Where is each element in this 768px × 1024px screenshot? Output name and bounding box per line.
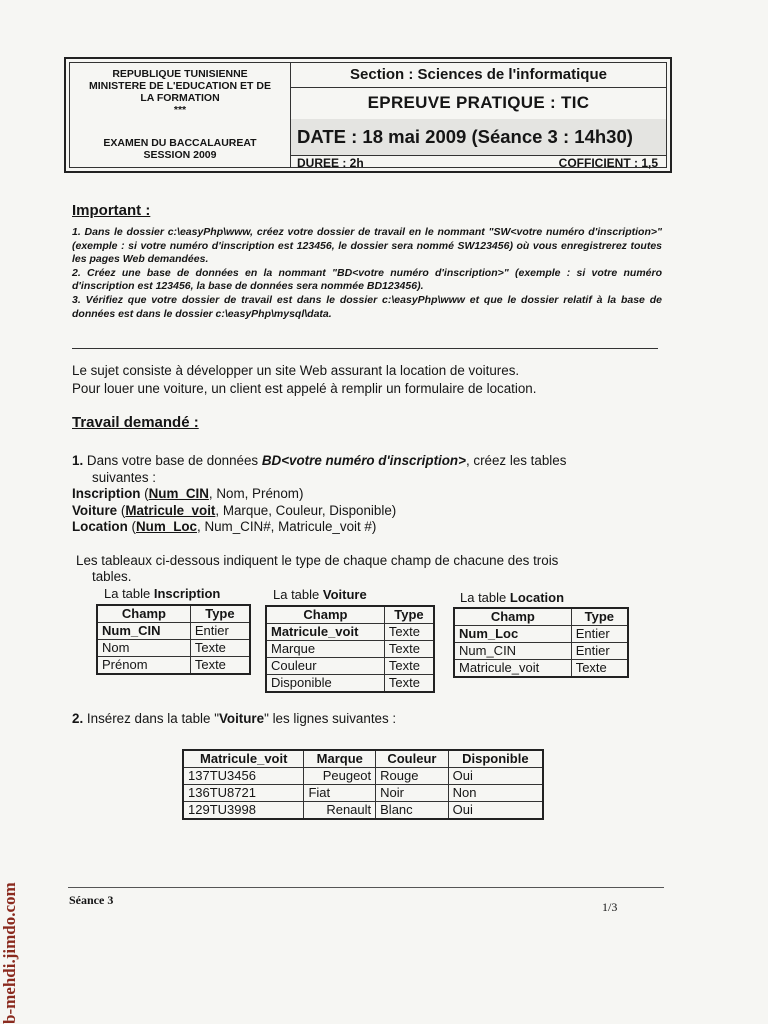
table-row (266, 658, 434, 675)
divider (72, 348, 658, 349)
schema-location: Location (Num_Loc, Num_CIN#, Matricule_voit #) (72, 519, 377, 534)
table-cell: Texte (571, 660, 628, 678)
table-cell: Non (448, 785, 543, 802)
table-caption (273, 587, 367, 602)
primary-key: Num_CIN (148, 486, 209, 501)
site-watermark: b-mehdi.jimdo.com (0, 882, 19, 1024)
page-number: 1/3 (602, 900, 618, 914)
primary-key: Matricule_voit (125, 502, 216, 518)
header-right-panel (291, 63, 666, 170)
intro-text (72, 362, 672, 398)
table-cell: Oui (448, 802, 543, 820)
table-name: Location (72, 519, 128, 534)
voiture-rows-table (182, 749, 544, 820)
column-header: Matricule_voit (183, 750, 304, 768)
table-row (454, 626, 628, 643)
column-header: Type (384, 606, 434, 624)
table-row (97, 623, 250, 640)
table-row (97, 640, 250, 657)
schema-fields: , Nom, Prénom) (208, 486, 304, 501)
table-cell: Couleur (266, 658, 384, 675)
q1-text: , créez les tables (465, 453, 567, 468)
table-cell: Nom (97, 640, 190, 657)
caption-name: Location (509, 590, 565, 605)
table-caption (104, 586, 220, 601)
table-row (183, 785, 543, 802)
schema-fields: , Num_CIN#, Matricule_voit #) (197, 519, 377, 534)
table-cell: Renault (304, 802, 376, 820)
section-label: Section : Sciences de l'informatique (291, 63, 666, 88)
table-row (454, 643, 628, 660)
column-header: Type (571, 608, 628, 626)
duration: DUREE : 2h (297, 156, 364, 170)
travail-heading: Travail demandé : (72, 414, 199, 431)
footer-divider (68, 887, 664, 888)
table-cell: Num_CIN (97, 623, 190, 640)
exam-date: DATE : 18 mai 2009 (Séance 3 : 14h30) (291, 119, 666, 156)
instruction-item: 3. Vérifiez que votre dossier de travail est dans le dossier c:\easyPhp\www et que le dossier relatif à la base de données est dans le dossier c:\easyPhp\mysql\data. (72, 293, 662, 320)
table-cell: Rouge (376, 768, 449, 785)
caption-prefix: La table (104, 586, 154, 601)
exam-line: EXAMEN DU BACCALAUREAT (103, 137, 257, 149)
duration-row (291, 155, 666, 172)
question-2 (72, 711, 396, 726)
table-cell: Entier (190, 623, 250, 640)
q1-db-name: BD<votre numéro d'inscription> (261, 453, 466, 468)
type-table-voiture (265, 605, 435, 693)
important-instructions (72, 226, 662, 321)
table-cell: Entier (571, 643, 628, 660)
caption-name: Inscription (153, 586, 221, 601)
primary-key: Num_Loc (135, 519, 197, 534)
table-name: Inscription (72, 486, 141, 501)
ministry-line: MINISTERE DE L'EDUCATION ET DE (89, 80, 271, 92)
table-cell: Entier (571, 626, 628, 643)
coefficient: COFFICIENT : 1,5 (558, 156, 658, 170)
table-cell: Marque (266, 641, 384, 658)
q1-text: suivantes : (92, 469, 157, 485)
table-header-row (97, 605, 250, 623)
type-table-inscription (96, 604, 251, 675)
table-cell: Texte (190, 640, 250, 657)
ministry-block (70, 68, 290, 116)
column-header: Marque (304, 750, 376, 768)
column-header: Disponible (448, 750, 543, 768)
header-left-panel (70, 63, 291, 167)
types-intro-line: Les tableaux ci-dessous indiquent le type de chaque champ de chacune des trois (76, 553, 559, 568)
table-row (266, 641, 434, 658)
table-cell: Texte (190, 657, 250, 675)
question-1 (72, 453, 672, 536)
table-row (454, 660, 628, 678)
instruction-item: 2. Créez une base de données en la nommant "BD<votre numéro d'inscription>" (exemple : si votre numéro d'inscription est 123456, la base de données sera nommée BD123456). (72, 266, 662, 293)
table-cell: 136TU8721 (183, 785, 304, 802)
table-cell: Num_Loc (454, 626, 571, 643)
table-cell: 137TU3456 (183, 768, 304, 785)
table-row (97, 657, 250, 675)
question-number: 1. (72, 453, 84, 468)
q2-table-name: Voiture (218, 711, 265, 726)
table-cell: Matricule_voit (266, 624, 384, 641)
schema-fields: , Marque, Couleur, Disponible) (215, 502, 397, 518)
table-name: Voiture (72, 502, 118, 518)
schema-voiture: Voiture (Matricule_voit, Marque, Couleur, Disponible) (72, 502, 397, 518)
column-header: Champ (454, 608, 571, 626)
table-cell: Texte (384, 658, 434, 675)
question-number: 2. (72, 711, 84, 726)
table-cell: Texte (384, 641, 434, 658)
schema-inscription: Inscription (Num_CIN, Nom, Prénom) (72, 486, 304, 501)
epreuve-title: EPREUVE PRATIQUE : TIC (291, 87, 666, 120)
exam-block (70, 137, 290, 161)
table-header-row (454, 608, 628, 626)
table-row (183, 768, 543, 785)
table-cell: 129TU3998 (183, 802, 304, 820)
column-header: Type (190, 605, 250, 623)
types-intro (76, 553, 676, 585)
table-cell: Fiat (304, 785, 376, 802)
table-header-row (266, 606, 434, 624)
exam-line: SESSION 2009 (143, 149, 217, 161)
important-heading: Important : (72, 202, 151, 219)
ministry-line: *** (173, 104, 187, 116)
ministry-line: LA FORMATION (140, 92, 220, 104)
table-cell: Num_CIN (454, 643, 571, 660)
table-cell: Prénom (97, 657, 190, 675)
exam-header (64, 57, 672, 173)
table-cell: Blanc (376, 802, 449, 820)
column-header: Champ (97, 605, 190, 623)
q2-text: Insérez dans la table " (86, 711, 219, 726)
types-intro-line: tables. (92, 569, 132, 584)
column-header: Couleur (376, 750, 449, 768)
table-cell: Noir (376, 785, 449, 802)
table-cell: Matricule_voit (454, 660, 571, 678)
table-cell: Oui (448, 768, 543, 785)
type-table-location (453, 607, 629, 678)
table-row (183, 802, 543, 820)
table-header-row (183, 750, 543, 768)
table-row (266, 624, 434, 641)
caption-prefix: La table (273, 587, 323, 602)
caption-name: Voiture (322, 587, 367, 602)
table-caption (460, 590, 564, 605)
table-cell: Texte (384, 624, 434, 641)
q2-text: " les lignes suivantes : (264, 711, 397, 726)
instruction-item: 1. Dans le dossier c:\easyPhp\www, créez votre dossier de travail en le nommant "SW<votre numéro d'inscription>" (exemple : si votre numéro d'inscription est 123456, le dossier sera nommé SW123456) où vous enregistrerez toutes les pages Web demandées. (72, 226, 662, 266)
table-cell: Peugeot (304, 768, 376, 785)
table-row (266, 675, 434, 693)
q1-text: Dans votre base de données (86, 453, 262, 468)
footer-session: Séance 3 (69, 893, 114, 907)
caption-prefix: La table (460, 590, 510, 605)
table-cell: Texte (384, 675, 434, 693)
table-cell: Disponible (266, 675, 384, 693)
column-header: Champ (266, 606, 384, 624)
intro-line: Le sujet consiste à développer un site Web assurant la location de voitures. (72, 363, 520, 378)
intro-line: Pour louer une voiture, un client est appelé à remplir un formulaire de location. (72, 381, 537, 396)
ministry-line: REPUBLIQUE TUNISIENNE (112, 68, 248, 80)
